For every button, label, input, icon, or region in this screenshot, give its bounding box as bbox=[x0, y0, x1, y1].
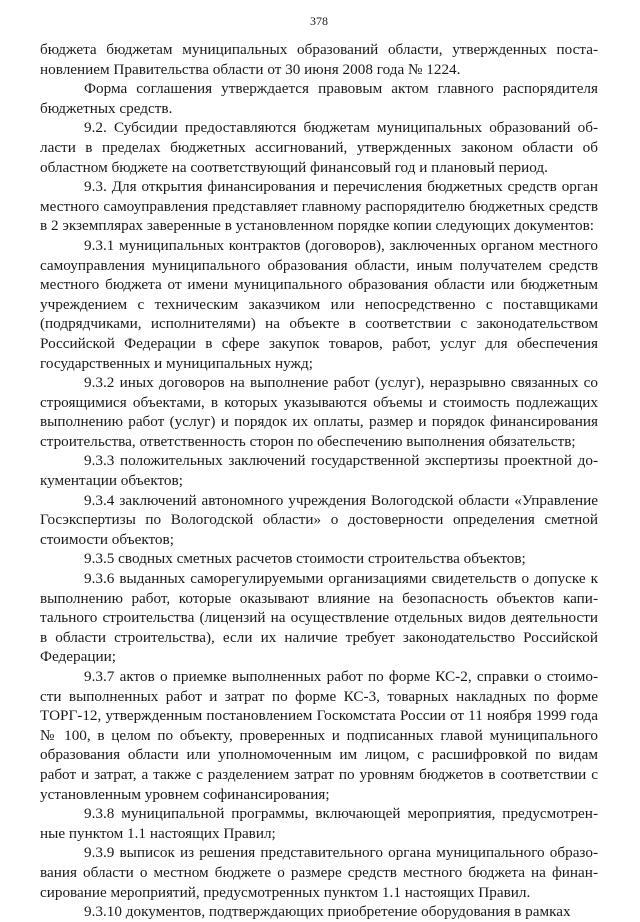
paragraph: бюджета бюджетам муниципальных образований области, утвержденных постановлением Правительства области от 30 июня 2008 года № 1224. bbox=[40, 41, 598, 78]
paragraph: 9.3.6 выданных саморегулируемыми организациями свидетельств о допуске к выполнению работ, которые оказывают влияние на безопасность объектов капитального строительства (лицензий на осуществление отдельных видов деятельности в области строительства), если их наличие требует законодательство Российской Федерации; bbox=[40, 570, 598, 666]
paragraph: 9.2. Субсидии предоставляются бюджетам муниципальных образований области в пределах бюджетных ассигнований, утвержденных законом области об областном бюджете на соответствующий финансовый год и плановый период. bbox=[40, 119, 598, 176]
paragraph: 9.3.3 положительных заключений государственной экспертизы проектной документации объектов; bbox=[40, 452, 598, 490]
paragraph: 9.3.4 заключений автономного учреждения Вологодской области «Управление Госэкспертизы по Вологодской области» о достоверности определения сметной стоимости объектов; bbox=[40, 491, 598, 548]
paragraph: Форма соглашения утверждается правовым актом главного распорядителя бюджетных средств. bbox=[40, 80, 598, 117]
paragraph: 9.3. Для открытия финансирования и перечисления бюджетных средств орган местного самоуправления представляет главному распорядителю бюджетных средств в 2 экземплярах заверенные в установленном порядке копии следующих документов: bbox=[40, 178, 598, 235]
paragraph: 9.3.1 муниципальных контрактов (договоров), заключенных органом местного самоуправления муниципального образования области, иным получателем средств местного бюджета от имени муниципального образования области или бюджетным учреждением с техническим заказчиком или непосредственно с поставщиками (подрядчиками, исполнителями) на объекте в соответствии с законодательством Российской Федерации в сфере закупок товаров, работ, услуг для обеспечения государственных и муниципальных нужд; bbox=[40, 236, 598, 372]
page-number: 378 bbox=[310, 14, 328, 28]
paragraph: 9.3.7 актов о приемке выполненных работ по форме КС-2, справки о стоимости выполненных работ и затрат по форме КС-3, товарных накладных по форме ТОРГ-12, утвержденным постановлением Госкомстата России от 11 ноября 1999 года № 100, в целом по объекту, проверенных и подписанных главой муниципального образования области или уполномоченным им лицом, с расшифровкой по видам работ и затрат, а также с разделением затрат по уровням бюджетов в соответствии с установленным уровнем софинансирования; bbox=[40, 668, 598, 803]
paragraph: 9.3.9 выписок из решения представительного органа муниципального образования области о местном бюджете о размере средств местного бюджета на финансирование мероприятий, предусмотренных пунктом 1.1 настоящих Правил. bbox=[40, 844, 598, 901]
paragraph: 9.3.5 сводных сметных расчетов стоимости строительства объектов; bbox=[84, 550, 526, 568]
document-body bbox=[40, 40, 598, 922]
paragraph: 9.3.8 муниципальной программы, включающей мероприятия, предусмотренные пунктом 1.1 настоящих Правил; bbox=[40, 805, 598, 842]
paragraph: 9.3.2 иных договоров на выполнение работ (услуг), неразрывно связанных со строящимися объектами, в которых указываются объемы и стоимость подлежащих выполнению работ (услуг) и порядок их оплаты, размер и порядок финансирования строительства, ответственность сторон по обеспечению выполнения обязательств; bbox=[40, 374, 598, 450]
paragraph: 9.3.10 документов, подтверждающих приобретение оборудования в рамках bbox=[84, 903, 571, 921]
